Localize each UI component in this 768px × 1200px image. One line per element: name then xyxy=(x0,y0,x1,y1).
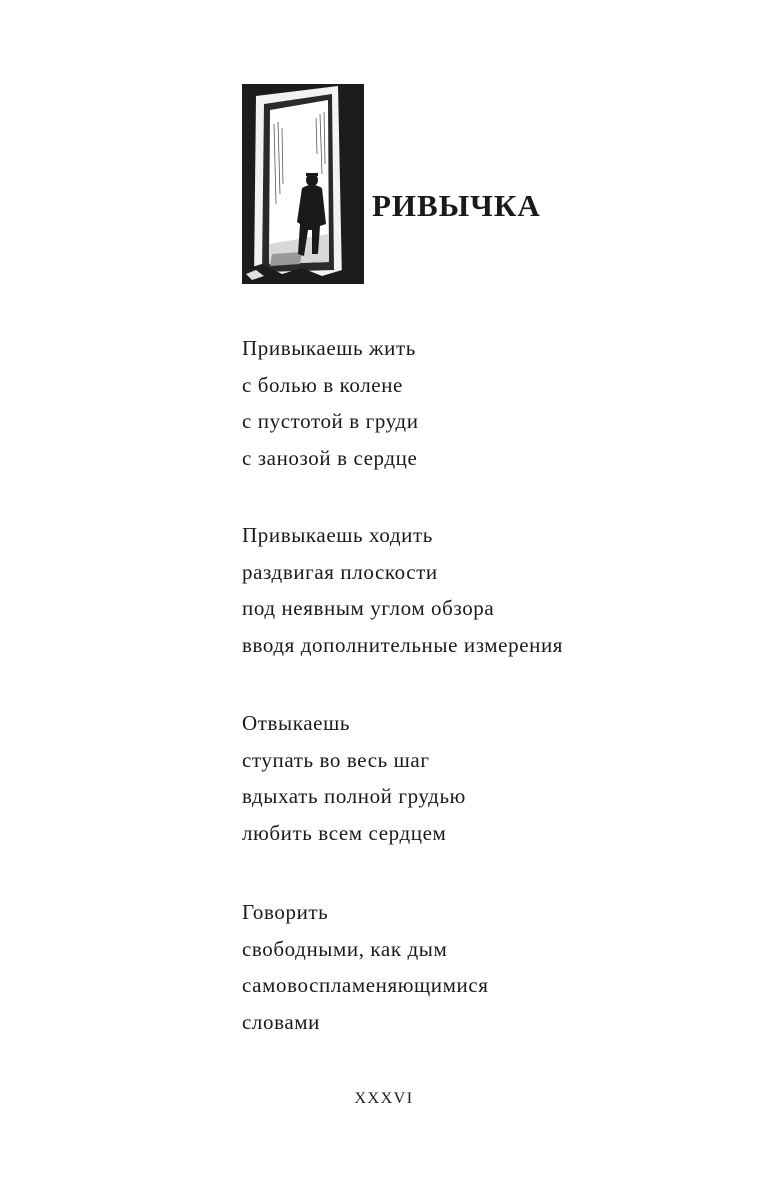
poem-body xyxy=(242,330,742,1078)
poem-line: с болью в колене xyxy=(242,372,403,397)
poem-line: вводя дополнительные измерения xyxy=(242,632,564,657)
poem-title: РИВЫЧКА xyxy=(372,188,541,223)
poem-line: с пустотой в груди xyxy=(242,409,419,433)
poem-line: раздвигая плоскости xyxy=(242,559,438,584)
poem-line: словами xyxy=(242,1009,320,1034)
poem-line: любить всем сердцем xyxy=(242,820,447,845)
door-figure-icon xyxy=(242,84,364,284)
drop-cap-illustration xyxy=(242,84,364,284)
poem-line: под неявным углом обзора xyxy=(242,596,495,620)
poem-line: ступать во весь шаг xyxy=(242,747,430,772)
poem-line: с занозой в сердце xyxy=(242,445,418,470)
poem-line: вдыхать полной грудью xyxy=(242,784,466,808)
stanza xyxy=(242,330,742,476)
poem-line: Говорить xyxy=(242,900,329,924)
stanza xyxy=(242,894,742,1040)
stanza xyxy=(242,705,742,851)
poem-line: самовоспламеняющимися xyxy=(242,973,489,997)
page-number: XXXVI xyxy=(354,1090,414,1107)
stanza xyxy=(242,517,742,663)
poem-line: Привыкаешь жить xyxy=(242,336,416,360)
poem-line: Привыкаешь ходить xyxy=(242,523,433,547)
poem-line: Отвыкаешь xyxy=(242,711,351,735)
poem-line: свободными, как дым xyxy=(242,936,448,961)
